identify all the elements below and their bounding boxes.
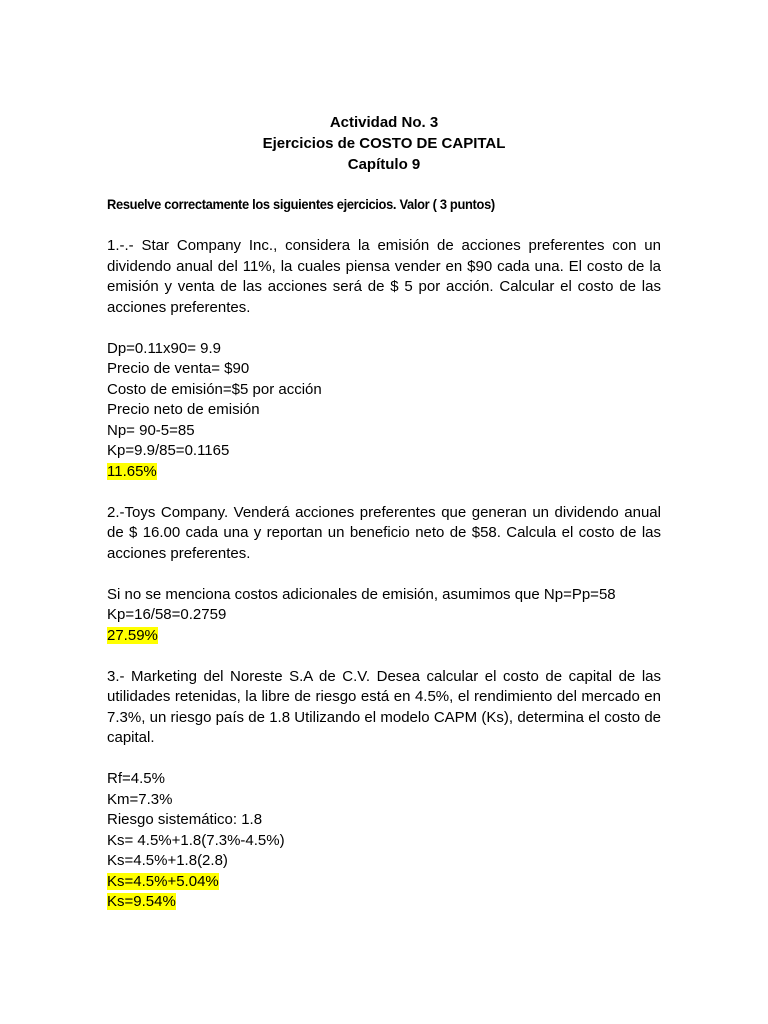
exercise-3-line: Ks=4.5%+1.8(2.8)	[107, 852, 228, 869]
exercise-1-line: Dp=0.11x90= 9.9	[107, 339, 221, 357]
exercise-1-statement: 1.-.- Star Company Inc., considera la emisión de acciones preferentes con un dividendo anual del 11%, la cuales piensa vender en $90 cada una. El costo de la emisión y venta de las acciones será de $ 5 por acción. Calcular el costo de las acciones preferentes.	[107, 237, 661, 316]
exercise-1-line: Precio neto de emisión	[107, 401, 260, 418]
exercise-1-line: Np= 90-5=85	[107, 421, 195, 439]
exercise-2-answer-line	[107, 626, 661, 647]
exercise-2-statement: 2.-Toys Company. Venderá acciones preferentes que generan un dividendo anual de $ 16.00 cada una y reportan un beneficio neto de $58. Calcula el costo de las acciones preferentes.	[107, 503, 661, 562]
exercise-2-line: Si no se menciona costos adicionales de emisión, asumimos que Np=Pp=58	[107, 585, 616, 603]
exercise-3-line: Rf=4.5%	[107, 770, 165, 787]
exercise-3-line: Ks= 4.5%+1.8(7.3%-4.5%)	[107, 831, 285, 849]
document-body	[107, 236, 661, 913]
exercise-2-answer: 27.59%	[107, 626, 158, 644]
exercises-title: Ejercicios de COSTO DE CAPITAL	[262, 135, 506, 152]
title-block	[0, 112, 768, 175]
exercise-3-answer-line	[107, 892, 661, 913]
exercise-3-answer: Ks=4.5%+5.04%	[107, 872, 219, 890]
exercise-3-answer: Ks=9.54%	[107, 893, 176, 910]
exercise-3-line: Km=7.3%	[107, 790, 173, 808]
exercise-1-line: Kp=9.9/85=0.1165	[107, 442, 230, 459]
exercise-1-line: Costo de emisión=$5 por acción	[107, 380, 322, 398]
exercise-3-line: Riesgo sistemático: 1.8	[107, 811, 263, 828]
exercise-1-answer-line	[107, 462, 661, 483]
exercise-2-line: Kp=16/58=0.2759	[107, 606, 227, 623]
exercise-3-statement: 3.- Marketing del Noreste S.A de C.V. Desea calcular el costo de capital de las utilidades retenidas, la libre de riesgo está en 4.5%, el rendimiento del mercado en 7.3%, un riesgo país de 1.8 Utilizando el modelo CAPM (Ks), determina el costo de capital.	[107, 667, 661, 746]
activity-title: Actividad No. 3	[329, 114, 439, 131]
instruction-text: Resuelve correctamente los siguientes ejercicios. Valor ( 3 puntos)	[107, 196, 495, 212]
exercise-1-answer: 11.65%	[107, 462, 157, 480]
exercise-3-answer-line	[107, 872, 661, 893]
chapter-title: Capítulo 9	[347, 156, 421, 173]
exercise-1-line: Precio de venta= $90	[107, 360, 250, 377]
